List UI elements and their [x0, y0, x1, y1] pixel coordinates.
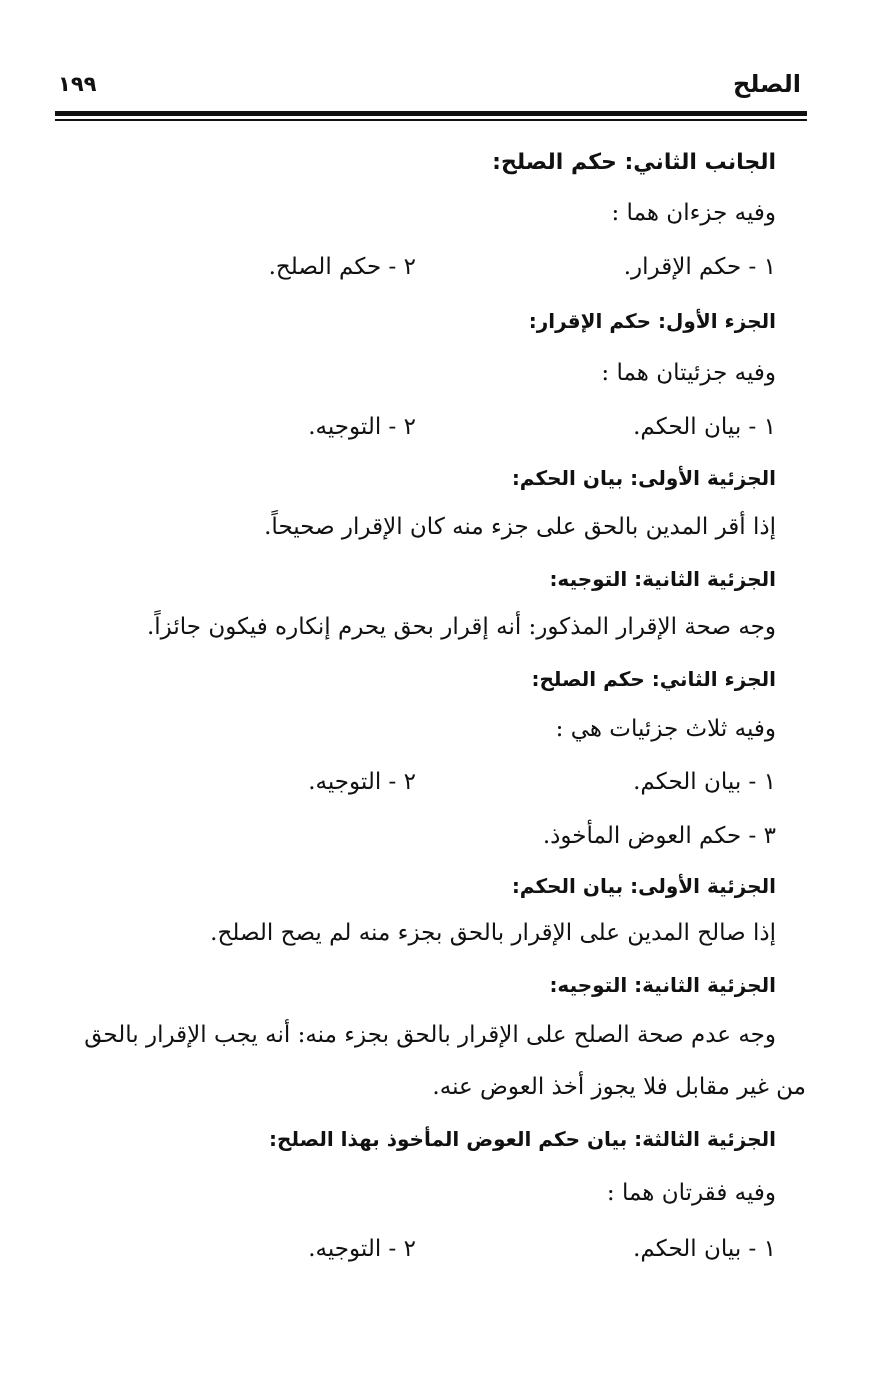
paragraph: وجه صحة الإقرار المذكور: أنه إقرار بحق يحرم إنكاره فيكون جائزاً. — [146, 614, 776, 640]
subheading: الجزئية الثانية: التوجيه: — [549, 973, 776, 997]
list-row — [216, 254, 776, 288]
list-row — [216, 769, 776, 803]
intro-line: وفيه فقرتان هما : — [606, 1180, 776, 1206]
header-rule-thick — [55, 111, 807, 116]
subheading: الجزء الثاني: حكم الصلح: — [531, 667, 776, 691]
paragraph: وجه عدم صحة الصلح على الإقرار بالحق بجزء منه: أنه يجب الإقرار بالحق — [84, 1022, 776, 1048]
list-item: ١ - بيان الحكم. — [633, 769, 776, 795]
subheading: الجزئية الثالثة: بيان حكم العوض المأخوذ بهذا الصلح: — [269, 1127, 776, 1151]
list-item: ١ - بيان الحكم. — [633, 414, 776, 440]
subheading: الجزء الأول: حكم الإقرار: — [528, 309, 776, 333]
list-item: ١ - بيان الحكم. — [633, 1236, 776, 1262]
list-item: ٢ - التوجيه. — [308, 414, 416, 440]
page-number: ١٩٩ — [58, 72, 97, 96]
intro-line: وفيه جزئيتان هما : — [601, 360, 776, 386]
list-item: ٢ - حكم الصلح. — [268, 254, 416, 280]
subheading: الجزئية الثانية: التوجيه: — [549, 567, 776, 591]
list-row — [216, 414, 776, 448]
paragraph: إذا أقر المدين بالحق على جزء منه كان الإقرار صحيحاً. — [264, 514, 776, 540]
running-header-title: الصلح — [733, 70, 801, 98]
list-item: ١ - حكم الإقرار. — [623, 254, 776, 280]
intro-line: وفيه ثلاث جزئيات هي : — [555, 716, 776, 742]
list-item: ٢ - التوجيه. — [308, 769, 416, 795]
header-rule-thin — [55, 119, 807, 121]
section-heading: الجانب الثاني: حكم الصلح: — [492, 150, 776, 175]
intro-line: وفيه جزءان هما : — [611, 200, 776, 226]
subheading: الجزئية الأولى: بيان الحكم: — [511, 466, 776, 490]
paragraph-continuation: من غير مقابل فلا يجوز أخذ العوض عنه. — [432, 1074, 806, 1100]
list-item: ٣ - حكم العوض المأخوذ. — [542, 823, 776, 849]
subheading: الجزئية الأولى: بيان الحكم: — [511, 874, 776, 898]
list-row — [216, 1236, 776, 1270]
list-item: ٢ - التوجيه. — [308, 1236, 416, 1262]
paragraph: إذا صالح المدين على الإقرار بالحق بجزء منه لم يصح الصلح. — [210, 920, 776, 946]
